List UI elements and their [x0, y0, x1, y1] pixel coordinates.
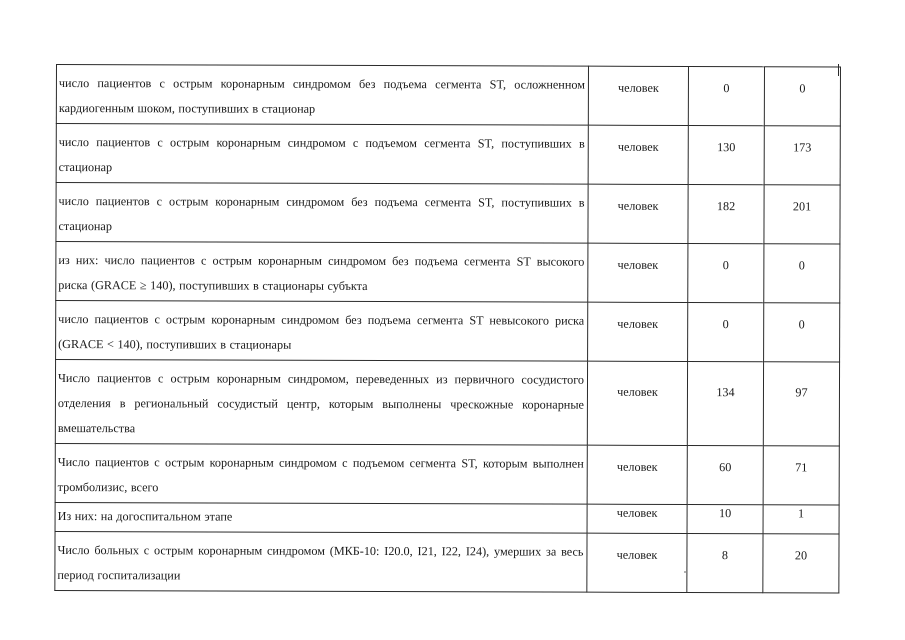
- scan-speck: [684, 571, 686, 573]
- row-description: Число больных с острым коронарным синдромом (МКБ-10: I20.0, I21, I22, I24), умерших за весь период госпитализации: [55, 531, 587, 592]
- row-unit: человек: [587, 361, 687, 445]
- row-value-1: 8: [687, 533, 763, 592]
- row-value-2: 1: [763, 505, 839, 534]
- row-value-1: 0: [688, 243, 764, 302]
- row-value-2: 0: [764, 303, 840, 362]
- row-unit: человек: [588, 66, 688, 125]
- row-description: Число пациентов с острым коронарным синдромом, переведенных из первичного сосудистого отделения в региональный сосудистый центр, которым выполнены чрескожные коронарные вмешательства: [55, 360, 587, 446]
- row-value-2: 0: [764, 244, 840, 303]
- row-value-2: 0: [764, 67, 840, 126]
- row-value-2: 20: [763, 534, 839, 593]
- table-row: [55, 531, 839, 592]
- table-row: [55, 502, 839, 533]
- row-description: Число пациентов с острым коронарным синдромом с подъемом сегмента ST, которым выполнен тромболизис, всего: [55, 443, 587, 504]
- statistics-table: [54, 64, 841, 593]
- row-unit: человек: [588, 184, 688, 243]
- row-value-2: 201: [764, 185, 840, 244]
- row-value-2: 173: [764, 126, 840, 185]
- row-unit: человек: [587, 504, 687, 533]
- row-value-1: 0: [688, 302, 764, 361]
- row-unit: человек: [588, 125, 688, 184]
- row-description: число пациентов с острым коронарным синдромом с подъемом сегмента ST, поступивших в стационар: [56, 124, 588, 185]
- row-value-1: 10: [687, 504, 763, 533]
- row-description: Из них: на догоспитальном этапе: [55, 502, 587, 533]
- row-value-1: 60: [687, 445, 763, 504]
- row-unit: человек: [587, 533, 687, 592]
- table-row: [56, 183, 840, 244]
- row-value-1: 130: [688, 125, 764, 184]
- row-value-1: 0: [688, 66, 764, 125]
- row-value-2: 71: [763, 446, 839, 505]
- row-description: из них: число пациентов с острым коронарным синдромом без подъема сегмента ST высокого риска (GRACE ≥ 140), поступивших в стационары субъкта: [56, 242, 588, 303]
- row-value-1: 182: [688, 184, 764, 243]
- table-row: [55, 360, 839, 446]
- table-row: [56, 242, 840, 303]
- table-row: [56, 301, 840, 362]
- row-unit: человек: [588, 302, 688, 361]
- row-description: число пациентов с острым коронарным синдромом без подъема сегмента ST невысокого риска (GRACE < 140), поступивших в стационары: [56, 301, 588, 362]
- row-value-1: 134: [687, 361, 763, 445]
- table-row: [55, 443, 839, 504]
- table-row: [56, 124, 840, 185]
- row-value-2: 97: [763, 362, 839, 446]
- table-row: [56, 65, 840, 126]
- row-unit: человек: [587, 445, 687, 504]
- row-unit: человек: [588, 243, 688, 302]
- row-description: число пациентов с острым коронарным синдромом без подъема сегмента ST, осложненном кардиогенным шоком, поступивших в стационар: [56, 65, 588, 126]
- row-description: число пациентов с острым коронарным синдромом без подъема сегмента ST, поступивших в стационар: [56, 183, 588, 244]
